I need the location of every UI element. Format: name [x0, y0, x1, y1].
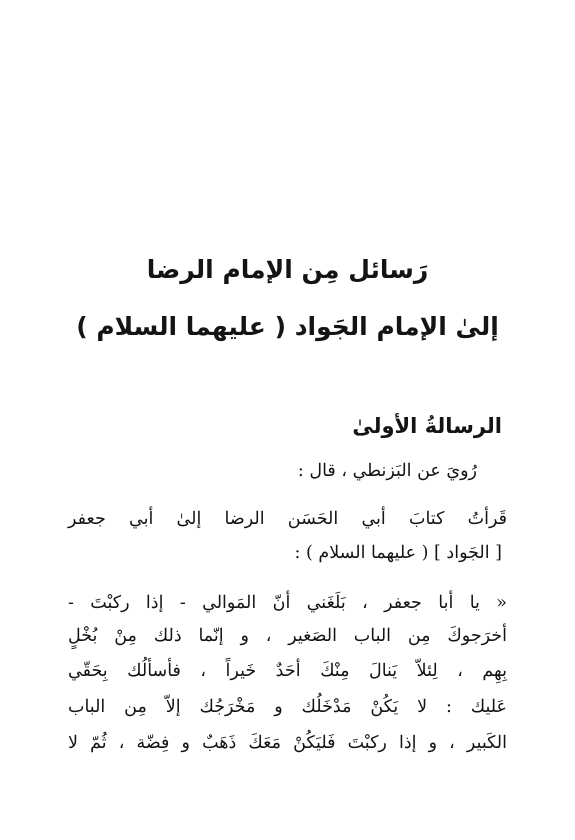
section-heading: الرسالةُ الأولىٰ [352, 414, 502, 438]
body-line: بِهِم ، لِئلاّ يَنالَ مِنْكَ أحَدٌ خَيراً ، فأسألُك بِحَقّي [68, 661, 507, 681]
body-line: عَليك : لا يَكُنْ مَدْخَلُك و مَخْرَجُك إلاّ مِن الباب [68, 697, 507, 717]
body-line: « يا أبا جعفر ، بَلَغَني أنّ المَوالي - إذا ركبْتَ - [68, 593, 507, 613]
body-line: [ الجَواد ] ( عليهما السلام ) : [294, 543, 502, 563]
title-line-1: رَسائل مِن الإمام الرضا [146, 255, 429, 284]
body-line: قَرأتُ كتابَ أبي الحَسَن الرضا إلىٰ أبي جعفر [68, 509, 507, 529]
body-line: أخرَجوكَ مِن الباب الصَغير ، و إنّما ذلك مِنْ بُخْلٍ [68, 626, 507, 646]
title-line-2: إلىٰ الإمام الجَواد ( عليهما السلام ) [76, 312, 499, 341]
body-line: الكَبير ، و إذا ركبْتَ فَليَكُنْ مَعَكَ ذَهَبٌ و فِضّة ، ثُمّ لا [68, 733, 507, 753]
body-line: رُويَ عن البَزنطي ، قال : [297, 461, 477, 481]
